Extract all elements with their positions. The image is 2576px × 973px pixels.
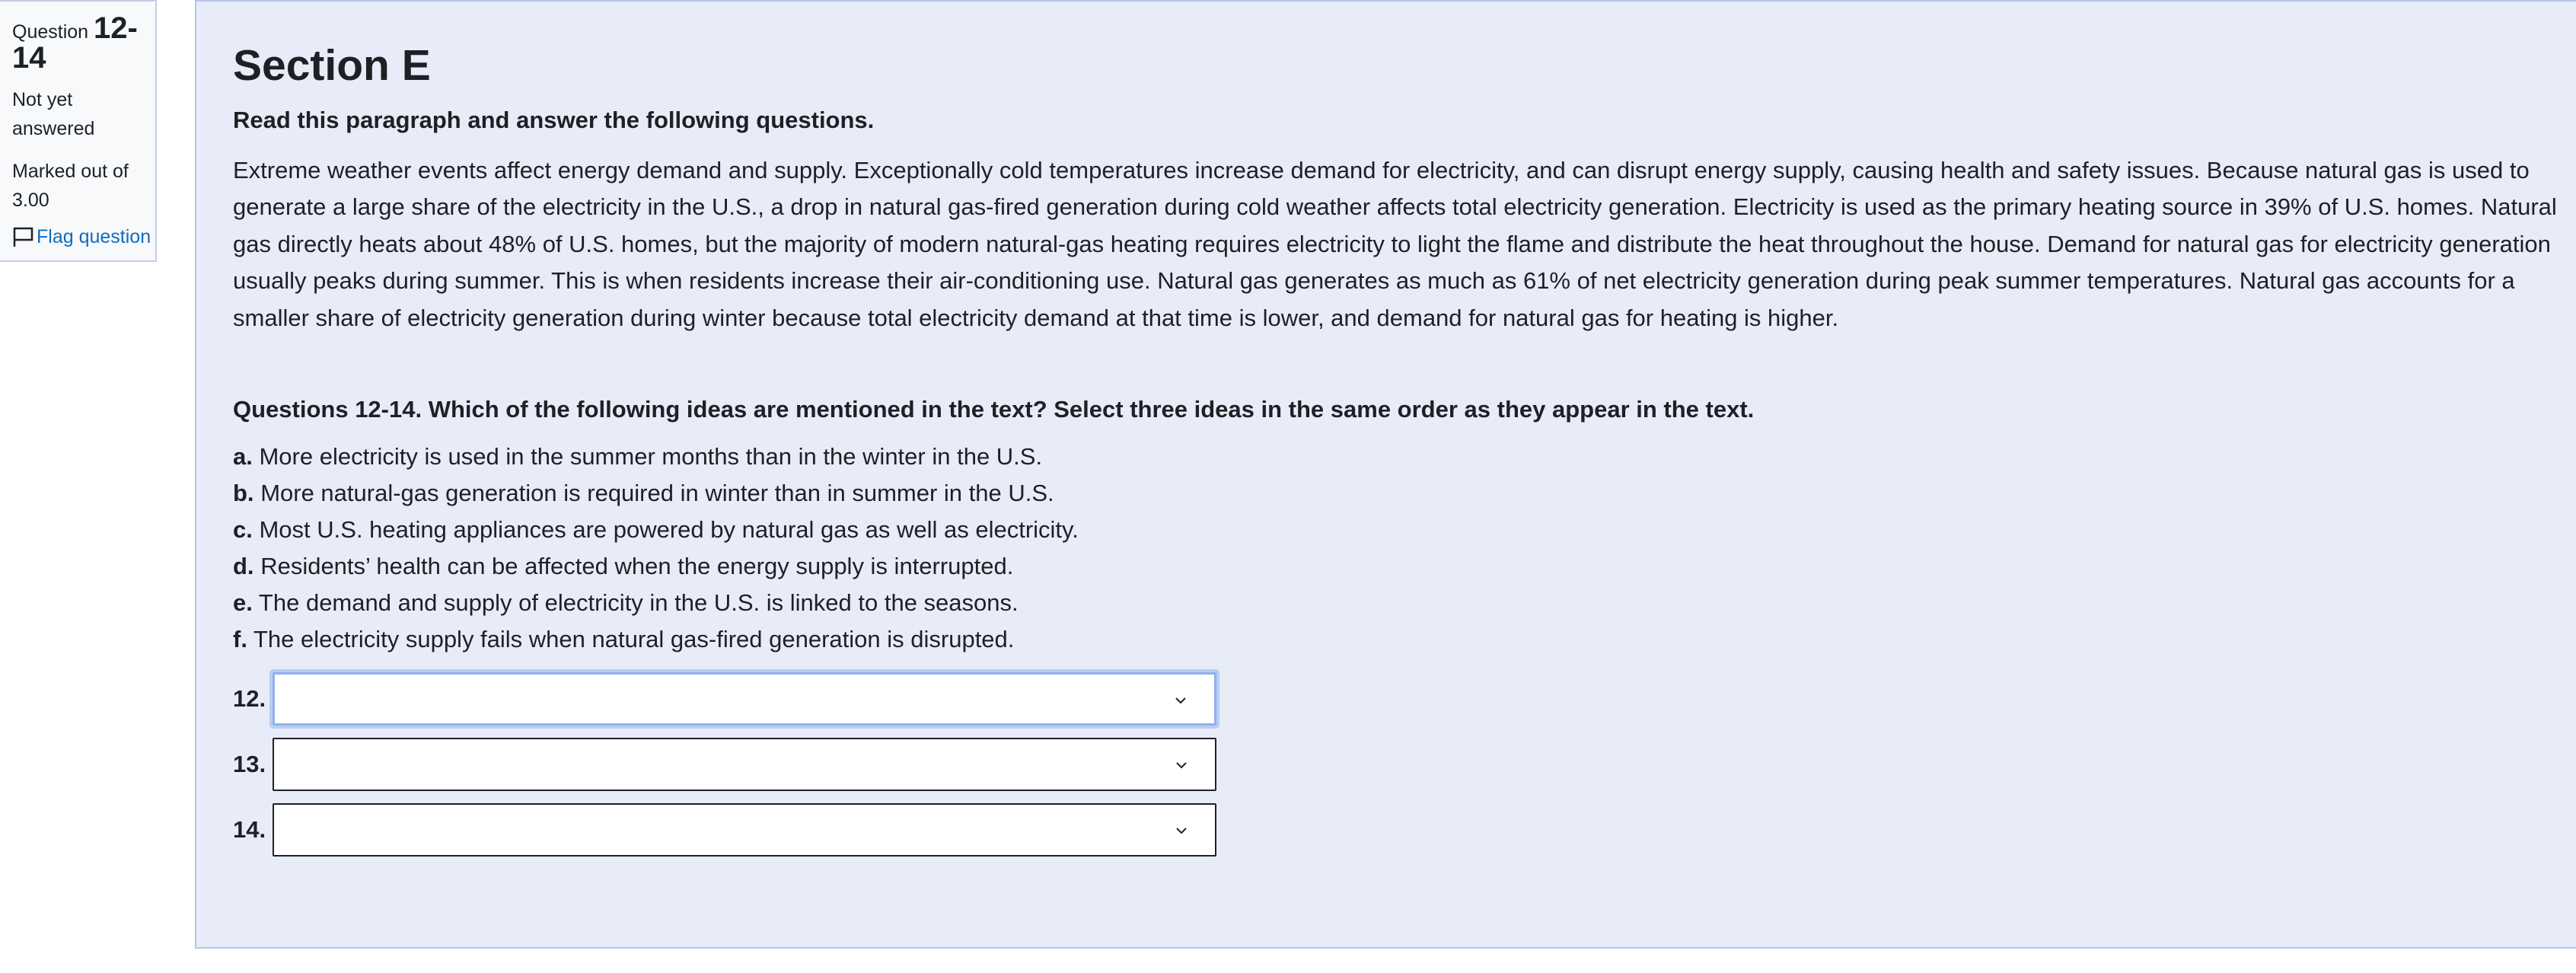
option-item bbox=[233, 512, 2530, 548]
option-text: The demand and supply of electricity in the U.S. is linked to the seasons. bbox=[258, 589, 1019, 617]
flag-question-link[interactable] bbox=[12, 222, 164, 251]
option-text: Residents’ health can be affected when the energy supply is interrupted. bbox=[260, 553, 1014, 580]
flag-question-label: Flag question bbox=[37, 226, 151, 247]
option-letter: c. bbox=[233, 516, 253, 544]
chevron-down-icon bbox=[1174, 758, 1189, 773]
chevron-down-icon bbox=[1173, 693, 1188, 708]
answer-selects bbox=[233, 670, 2530, 859]
flag-icon bbox=[12, 226, 35, 247]
option-letter: f. bbox=[233, 626, 247, 653]
answer-number-label: 12. bbox=[233, 685, 266, 713]
instruction-text: Read this paragraph and answer the following questions. bbox=[233, 107, 875, 133]
question-number-continued: 14 bbox=[12, 41, 46, 75]
option-text: The electricity supply fails when natural gas-fired generation is disrupted. bbox=[253, 626, 1015, 653]
option-item bbox=[233, 621, 2530, 658]
option-letter: e. bbox=[233, 589, 253, 617]
question-prefix: Question bbox=[12, 21, 89, 43]
answer-select[interactable] bbox=[273, 738, 1216, 791]
answer-number-label: 13. bbox=[233, 751, 266, 778]
section-title: Section E bbox=[233, 41, 431, 90]
answer-row bbox=[233, 735, 2530, 793]
answer-state: Not yet answered bbox=[12, 89, 95, 139]
reading-paragraph: Extreme weather events affect energy demand and supply. Exceptionally cold temperatures increase demand for electricity, and can disrupt energy supply, causing health and safety issues. Because natural gas is used to generate a large share of the electricity in the U.S., a drop in natural gas-fired generation during cold weather affects total electricity generation. Electricity is used as the primary heating source in 39% of U.S. homes. Natural gas directly heats about 48% of U.S. homes, but the majority of modern natural-gas heating requires electricity to light the flame and distribute the heat throughout the house. Demand for natural gas for electricity generation usually peaks during summer. This is when residents increase their air-conditioning use. Natural gas generates as much as 61% of net electricity generation during peak summer temperatures. Natural gas accounts for a smaller share of electricity generation during winter because total electricity demand at that time is lower, and demand for natural gas for heating is higher. bbox=[233, 157, 2557, 331]
option-text: More natural-gas generation is required in winter than in summer in the U.S. bbox=[260, 480, 1054, 507]
option-letter: d. bbox=[233, 553, 254, 580]
answer-row bbox=[233, 801, 2530, 859]
grade-info: Marked out of 3.00 bbox=[12, 161, 129, 211]
option-letter: a. bbox=[233, 443, 253, 471]
question-content bbox=[195, 0, 2576, 949]
option-item bbox=[233, 439, 2530, 475]
answer-number-label: 14. bbox=[233, 816, 266, 844]
answer-row bbox=[233, 670, 2530, 728]
question-text: Questions 12-14. Which of the following ideas are mentioned in the text? Select three ideas in the same order as they appear in the text. bbox=[233, 396, 1755, 423]
option-item bbox=[233, 475, 2530, 512]
answer-select[interactable] bbox=[273, 672, 1216, 726]
question-number: 12- bbox=[94, 11, 138, 45]
chevron-down-icon bbox=[1174, 823, 1189, 838]
options-list bbox=[233, 439, 2530, 658]
answer-select[interactable] bbox=[273, 803, 1216, 857]
option-text: More electricity is used in the summer months than in the winter in the U.S. bbox=[259, 443, 1043, 471]
option-letter: b. bbox=[233, 480, 254, 507]
option-item bbox=[233, 548, 2530, 585]
option-item bbox=[233, 585, 2530, 621]
option-text: Most U.S. heating appliances are powered by natural gas as well as electricity. bbox=[259, 516, 1079, 544]
